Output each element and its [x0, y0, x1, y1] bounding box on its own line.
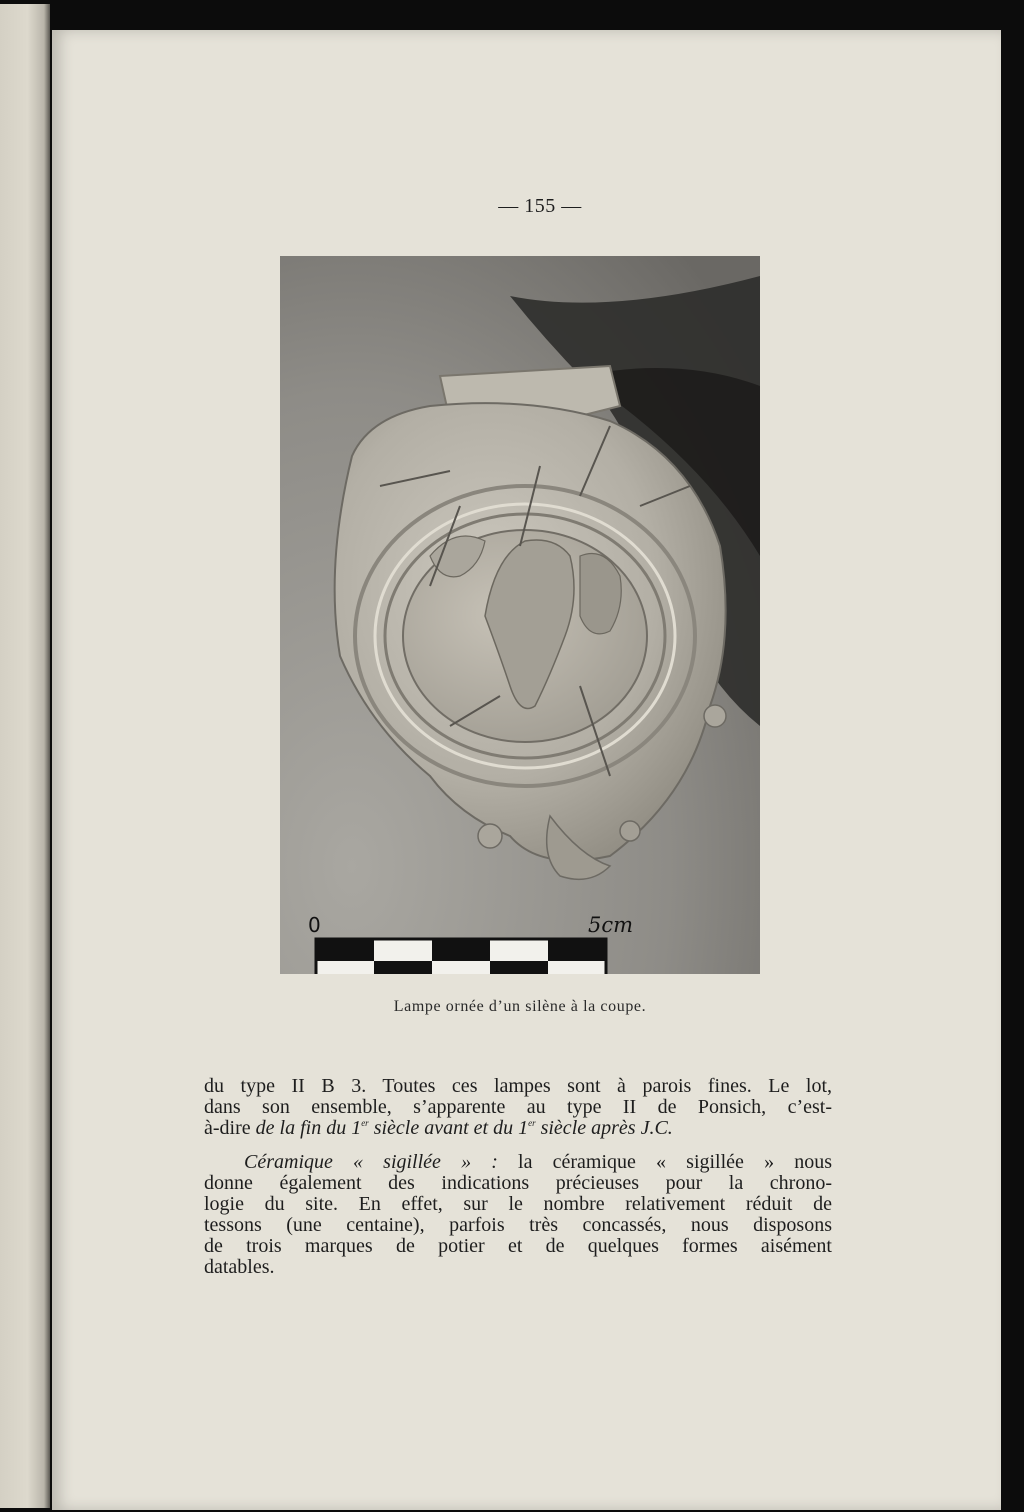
book-page: [52, 30, 1001, 1510]
paragraph-1-line-1: du type II B 3. Toutes ces lampes sont à parois fines. Le lot,: [204, 1075, 832, 1097]
lamp-photograph: [280, 256, 760, 974]
superscript: er: [528, 1118, 536, 1128]
paragraph-2-line-6: datables.: [204, 1256, 275, 1278]
paragraph-2-line-5: de trois marques de potier et de quelques formes aisément: [204, 1235, 832, 1257]
scale-start-label: 0: [308, 913, 321, 937]
paragraph-2-line-3: logie du site. En effet, sur le nombre relativement réduit de: [204, 1193, 832, 1215]
paragraph-2-line-1: [204, 1152, 832, 1173]
italic-text-run: siècle après J.C.: [535, 1117, 673, 1139]
superscript: er: [361, 1118, 369, 1128]
italic-text-run: de la fin du 1: [255, 1117, 362, 1139]
figure-caption: Lampe ornée d’un silène à la coupe.: [393, 998, 647, 1015]
text-run: la céramique « sigillée » nous: [497, 1151, 832, 1173]
paragraph-1-line-2: dans son ensemble, s’apparente au type II de Ponsich, c’est-: [204, 1096, 832, 1118]
italic-text-run: siècle avant et du 1: [368, 1117, 529, 1139]
italic-text-run: Céramique « sigillée » :: [244, 1151, 498, 1173]
paragraph-1-line-3: [204, 1118, 832, 1139]
text-run: à-dire: [204, 1117, 256, 1139]
body-text: [204, 1076, 832, 1278]
scale-bar: [316, 939, 606, 974]
lamp-photograph-image: [280, 256, 760, 974]
paragraph-2-line-2: donne également des indications précieuses pour la chrono-: [204, 1172, 832, 1194]
left-page-edge: [0, 4, 50, 1508]
page-number: — 155 —: [498, 195, 582, 217]
scale-end-label: 5cm: [588, 913, 634, 937]
paragraph-2-line-4: tessons (une centaine), parfois très concassés, nous disposons: [204, 1214, 832, 1236]
